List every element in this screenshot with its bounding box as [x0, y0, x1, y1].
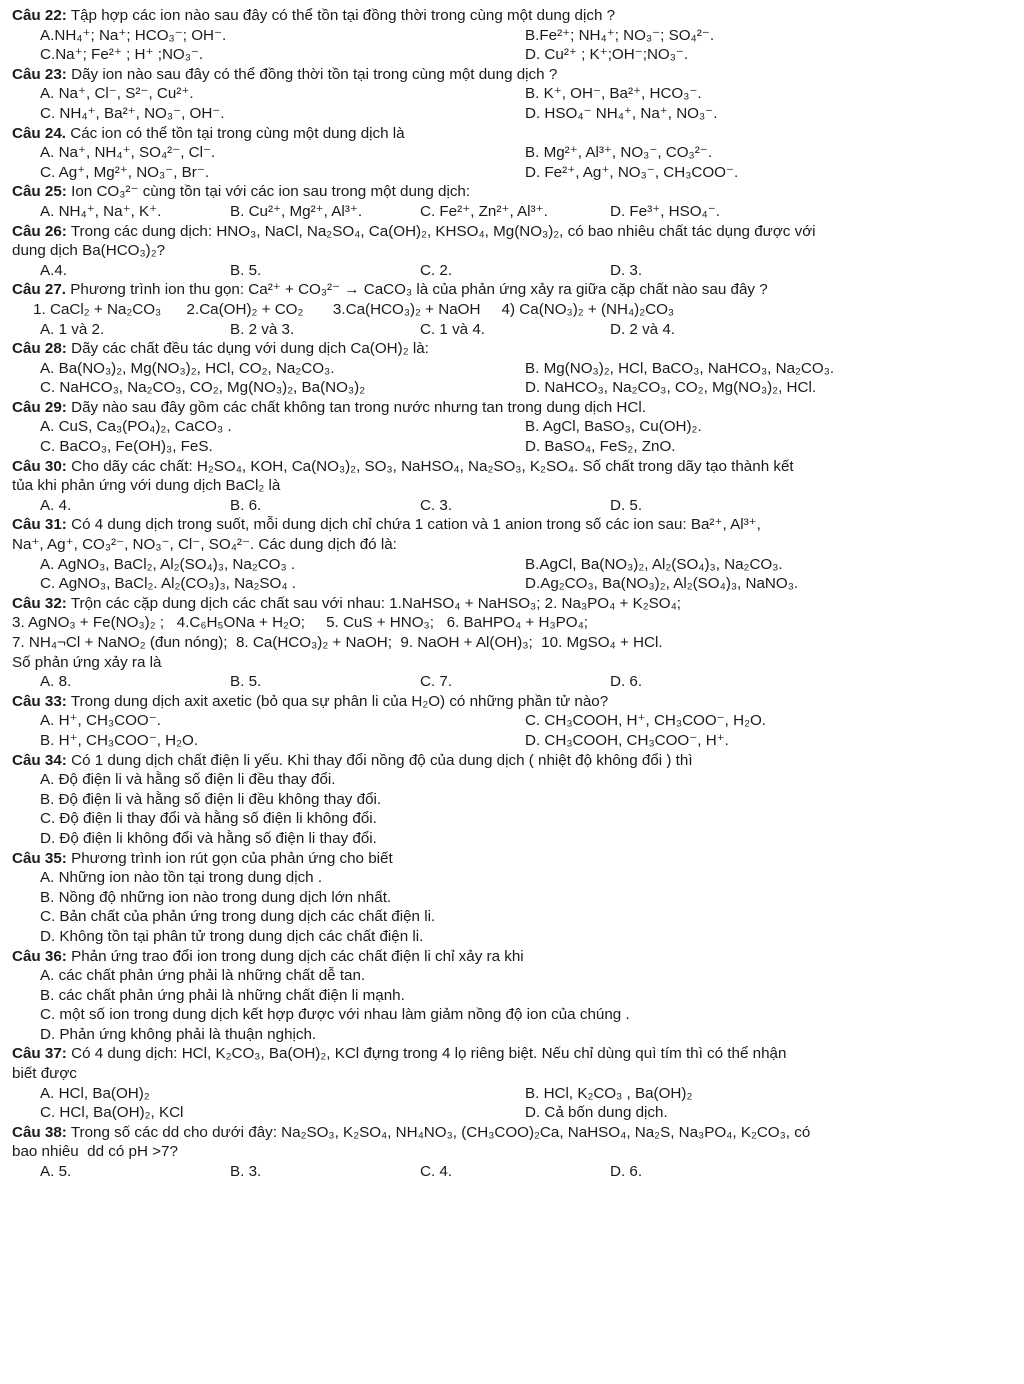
answer-option: B. Độ điện li và hằng số điện li đều không thay đổi.	[40, 790, 382, 808]
answer-option: D. HSO₄⁻ NH₄⁺, Na⁺, NO₃⁻.	[525, 104, 718, 122]
answer-option: A. HCl, Ba(OH)₂	[40, 1084, 150, 1102]
question-number: Câu 22:	[12, 7, 67, 24]
question-line	[12, 6, 1010, 26]
question-text: Trộn các cặp dung dịch các chất sau với nhau: 1.NaHSO₄ + NaHSO₃; 2. Na₃PO₄ + K₂SO₄;	[70, 594, 681, 612]
question-number: Câu 25:	[12, 183, 67, 201]
question-block	[12, 849, 1010, 947]
question-continuation: 7. NH₄¬Cl + NaNO₂ (đun nóng); 8. Ca(HCO₃)₂ + NaOH; 9. NaOH + Al(OH)₃; 10. MgSO₄ + HCl.	[12, 634, 663, 651]
question-line	[12, 222, 1010, 242]
answer-option: D.Ag₂CO₃, Ba(NO₃)₂, Al₂(SO₄)₃, NaNO₃.	[525, 575, 799, 593]
answer-option: A.4.	[40, 261, 68, 279]
answer-option: A. Na⁺, Cl⁻, S²⁻, Cu²⁺.	[40, 85, 194, 103]
answer-option: A. H⁺, CH₃COO⁻.	[40, 712, 161, 730]
question-line	[12, 947, 1010, 967]
question-line	[12, 339, 1010, 359]
answer-option: D. Không tồn tại phân tử trong dung dịch các chất điện li.	[40, 927, 424, 945]
answer-option: D. Cu²⁺ ; K⁺;OH⁻;NO₃⁻.	[525, 46, 689, 64]
question-text: Phương trình ion rút gọn của phản ứng cho biết	[71, 849, 393, 867]
answer-options	[12, 417, 1010, 456]
answer-option: C. 7.	[420, 673, 453, 691]
question-number: Câu 32:	[12, 594, 67, 612]
answer-options	[12, 711, 1010, 750]
question-block	[12, 222, 1010, 281]
answer-option: C. một số ion trong dung dịch kết hợp được với nhau làm giảm nồng độ ion của chúng .	[40, 1006, 630, 1024]
question-number: Câu 36:	[12, 947, 67, 965]
answer-options	[12, 261, 1010, 281]
question-number: Câu 34:	[12, 751, 67, 769]
question-text: Trong số các dd cho dưới đây: Na₂SO₃, K₂SO₄, NH₄NO₃, (CH₃COO)₂Ca, NaHSO₄, Na₂S, Na₃PO₄, K₂CO₃, có	[70, 1123, 811, 1141]
question-number: Câu 35:	[12, 849, 67, 867]
question-block	[12, 457, 1010, 516]
question-line	[12, 280, 1010, 300]
question-number: Câu 29:	[12, 398, 67, 416]
answer-option: C. CH₃COOH, H⁺, CH₃COO⁻, H₂O.	[525, 712, 767, 730]
answer-options	[12, 966, 1010, 1044]
question-text: Các ion có thể tồn tại trong cùng một dung dịch là	[70, 124, 405, 142]
answer-option: B. các chất phản ứng phải là những chất điện li mạnh.	[40, 986, 405, 1004]
answer-option: C. 3.	[420, 496, 453, 514]
answer-option: C. 2.	[420, 261, 453, 279]
question-continuation: tủa khi phản ứng với dung dịch BaCl₂ là	[12, 477, 281, 495]
question-text: Có 4 dung dịch trong suốt, mỗi dung dịch chỉ chứa 1 cation và 1 anion trong số các ion sau: Ba²⁺, Al³⁺,	[71, 516, 761, 534]
answer-option: B. AgCl, BaSO₃, Cu(OH)₂.	[525, 418, 702, 436]
question-text: Tập hợp các ion nào sau đây có thể tồn tại đồng thời trong cùng một dung dịch ?	[70, 7, 616, 24]
answer-option: B. 3.	[230, 1163, 262, 1181]
answer-option: A. AgNO₃, BaCl₂, Al₂(SO₄)₃, Na₂CO₃ .	[40, 555, 296, 573]
answer-option: A. NH₄⁺, Na⁺, K⁺.	[40, 202, 162, 220]
question-text: Dãy các chất đều tác dụng với dung dịch Ca(OH)₂ là:	[71, 340, 429, 358]
question-text: Dãy nào sau đây gồm các chất không tan trong nước nhưng tan trong dung dịch HCl.	[71, 398, 646, 416]
question-line	[12, 457, 1010, 477]
answer-option: D. 6.	[610, 673, 643, 691]
question-text: Phương trình ion thu gọn: Ca²⁺ + CO₃²⁻ → CaCO₃ là của phản ứng xảy ra giữa cặp chất nào sau đây ?	[70, 281, 768, 299]
question-block	[12, 692, 1010, 751]
answer-option: B.Fe²⁺; NH₄⁺; NO₃⁻; SO₄²⁻.	[525, 26, 715, 44]
question-text: Phản ứng trao đổi ion trong dung dịch các chất điện li chỉ xảy ra khi	[71, 947, 524, 965]
question-block	[12, 947, 1010, 1045]
question-text: Ion CO₃²⁻ cùng tồn tại với các ion sau trong một dung dịch:	[71, 183, 471, 201]
answer-option: A. CuS, Ca₃(PO₄)₂, CaCO₃ .	[40, 418, 232, 436]
answer-option: B. K⁺, OH⁻, Ba²⁺, HCO₃⁻.	[525, 85, 702, 103]
answer-option: B. Mg(NO₃)₂, HCl, BaCO₃, NaHCO₃, Na₂CO₃.	[525, 359, 835, 377]
question-line	[12, 515, 1010, 535]
question-line	[12, 1123, 1010, 1143]
answer-option: B. 5.	[230, 261, 262, 279]
answer-options	[12, 672, 1010, 692]
question-number: Câu 31:	[12, 516, 67, 534]
answer-options	[12, 496, 1010, 516]
answer-option: B. H⁺, CH₃COO⁻, H₂O.	[40, 731, 199, 749]
question-block	[12, 182, 1010, 221]
answer-option: D. Fe³⁺, HSO₄⁻.	[610, 202, 720, 220]
answer-option: B. 5.	[230, 673, 262, 691]
question-line	[12, 65, 1010, 85]
answer-options	[12, 202, 1010, 222]
question-text: Cho dãy các chất: H₂SO₄, KOH, Ca(NO₃)₂, SO₃, NaHSO₄, Na₂SO₃, K₂SO₄. Số chất trong dãy tạo thành kết	[71, 457, 794, 475]
question-block	[12, 398, 1010, 457]
answer-options	[12, 143, 1010, 182]
question-number: Câu 37:	[12, 1045, 67, 1063]
answer-option: D. Độ điện li không đổi và hằng số điện li thay đổi.	[40, 829, 377, 847]
question-number: Câu 30:	[12, 457, 67, 475]
answer-option: C. BaCO₃, Fe(OH)₃, FeS.	[40, 438, 213, 456]
answer-option: C. Bản chất của phản ứng trong dung dịch các chất điện li.	[40, 908, 436, 926]
answer-option: C. AgNO₃, BaCl₂. Al₂(CO₃)₃, Na₂SO₄ .	[40, 575, 296, 593]
question-block	[12, 65, 1010, 124]
answer-option: C. HCl, Ba(OH)₂, KCl	[40, 1104, 184, 1122]
question-line	[12, 594, 1010, 614]
answer-option: B. HCl, K₂CO₃ , Ba(OH)₂	[525, 1084, 693, 1102]
answer-option: B. Nồng độ những ion nào trong dung dịch lớn nhất.	[40, 888, 392, 906]
question-block	[12, 751, 1010, 849]
answer-option: A. các chất phản ứng phải là những chất dễ tan.	[40, 967, 366, 985]
answer-option: B. 6.	[230, 496, 262, 514]
answer-option: B. 2 và 3.	[230, 320, 295, 338]
question-line	[12, 692, 1010, 712]
answer-option: A. 8.	[40, 673, 72, 691]
question-number: Câu 38:	[12, 1123, 67, 1141]
question-block	[12, 1044, 1010, 1122]
question-line	[12, 398, 1010, 418]
answer-option: B. Cu²⁺, Mg²⁺, Al³⁺.	[230, 202, 363, 220]
question-line	[12, 1044, 1010, 1064]
answer-options	[12, 770, 1010, 848]
question-block	[12, 515, 1010, 593]
question-block	[12, 594, 1010, 692]
answer-option: C. 1 và 4.	[420, 320, 485, 338]
question-number: Câu 24.	[12, 124, 67, 142]
question-line	[12, 182, 1010, 202]
answer-option: D. 5.	[610, 496, 643, 514]
answer-options	[12, 868, 1010, 946]
question-number: Câu 23:	[12, 65, 67, 83]
question-block	[12, 6, 1010, 65]
question-text: Trong các dung dịch: HNO₃, NaCl, Na₂SO₄, Ca(OH)₂, KHSO₄, Mg(NO₃)₂, có bao nhiêu chất tác dụng được với	[70, 222, 816, 240]
question-line	[12, 751, 1010, 771]
answer-options	[12, 555, 1010, 594]
question-text: Trong dung dịch axit axetic (bỏ qua sự phân li của H₂O) có những phần tử nào?	[70, 692, 609, 710]
question-block	[12, 124, 1010, 183]
question-line	[12, 849, 1010, 869]
question-text: Dãy ion nào sau đây có thể đồng thời tồn tại trong cùng một dung dịch ?	[71, 65, 558, 83]
question-text: Có 1 dung dịch chất điện li yếu. Khi thay đổi nồng độ của dung dịch ( nhiệt độ không đổi ) thì	[71, 751, 693, 769]
answer-option: A. Na⁺, NH₄⁺, SO₄²⁻, Cl⁻.	[40, 144, 216, 162]
answer-options	[12, 26, 1010, 65]
answer-options	[12, 320, 1010, 340]
question-block	[12, 339, 1010, 398]
answer-option: C. Ag⁺, Mg²⁺, NO₃⁻, Br⁻.	[40, 163, 210, 181]
answer-option: D. Fe²⁺, Ag⁺, NO₃⁻, CH₃COO⁻.	[525, 163, 739, 181]
answer-option: C. 4.	[420, 1163, 453, 1181]
answer-options	[12, 84, 1010, 123]
answer-options	[12, 359, 1010, 398]
answer-option: C. NH₄⁺, Ba²⁺, NO₃⁻, OH⁻.	[40, 104, 225, 122]
answer-option: A. 1 và 2.	[40, 320, 105, 338]
question-continuation: 1. CaCl₂ + Na₂CO₃ 2.Ca(OH)₂ + CO₂ 3.Ca(HCO₃)₂ + NaOH 4) Ca(NO₃)₂ + (NH₄)₂CO₃	[12, 300, 675, 318]
question-number: Câu 26:	[12, 222, 67, 240]
question-block	[12, 1123, 1010, 1182]
answer-option: A.NH₄⁺; Na⁺; HCO₃⁻; OH⁻.	[40, 26, 227, 44]
answer-option: D. 6.	[610, 1163, 643, 1181]
question-number: Câu 33:	[12, 692, 67, 710]
question-continuation: 3. AgNO₃ + Fe(NO₃)₂ ; 4.C₆H₅ONa + H₂O; 5. CuS + HNO₃; 6. BaHPO₄ + H₃PO₄;	[12, 614, 589, 632]
answer-options	[12, 1084, 1010, 1123]
question-continuation: bao nhiêu dd có pH >7?	[12, 1143, 178, 1161]
question-continuation: Na⁺, Ag⁺, CO₃²⁻, NO₃⁻, Cl⁻, SO₄²⁻. Các dung dịch đó là:	[12, 536, 397, 554]
question-number: Câu 27.	[12, 281, 67, 299]
answer-option: A. Những ion nào tồn tại trong dung dịch .	[40, 869, 323, 887]
question-line	[12, 124, 1010, 144]
answer-option: D. NaHCO₃, Na₂CO₃, CO₂, Mg(NO₃)₂, HCl.	[525, 379, 817, 397]
answer-option: C.Na⁺; Fe²⁺ ; H⁺ ;NO₃⁻.	[40, 46, 204, 64]
answer-option: A. Độ điện li và hằng số điện li đều thay đổi.	[40, 771, 336, 789]
answer-option: A. 5.	[40, 1163, 72, 1181]
question-continuation: biết được	[12, 1065, 77, 1083]
question-continuation: Số phản ứng xảy ra là	[12, 653, 162, 671]
answer-option: C. NaHCO₃, Na₂CO₃, CO₂, Mg(NO₃)₂, Ba(NO₃)₂	[40, 379, 366, 397]
answer-option: D. Phản ứng không phải là thuận nghịch.	[40, 1025, 317, 1043]
answer-option: D. BaSO₄, FeS₂, ZnO.	[525, 438, 676, 456]
question-number: Câu 28:	[12, 340, 67, 358]
answer-option: C. Fe²⁺, Zn²⁺, Al³⁺.	[420, 202, 548, 220]
answer-option: A. 4.	[40, 496, 72, 514]
answer-option: C. Độ điện li thay đổi và hằng số điện li không đổi.	[40, 810, 377, 828]
answer-options	[12, 1162, 1010, 1182]
answer-option: B. Mg²⁺, Al³⁺, NO₃⁻, CO₃²⁻.	[525, 144, 713, 162]
answer-option: D. CH₃COOH, CH₃COO⁻, H⁺.	[525, 731, 729, 749]
answer-option: D. 3.	[610, 261, 643, 279]
answer-option: A. Ba(NO₃)₂, Mg(NO₃)₂, HCl, CO₂, Na₂CO₃.	[40, 359, 335, 377]
answer-option: D. 2 và 4.	[610, 320, 675, 338]
question-block	[12, 280, 1010, 339]
answer-option: B.AgCl, Ba(NO₃)₂, Al₂(SO₄)₃, Na₂CO₃.	[525, 555, 783, 573]
question-continuation: dung dịch Ba(HCO₃)₂?	[12, 242, 166, 260]
question-text: Có 4 dung dịch: HCl, K₂CO₃, Ba(OH)₂, KCl đựng trong 4 lọ riêng biệt. Nếu chỉ dùng quì tím thì có thể nhận	[71, 1045, 787, 1063]
answer-option: D. Cả bốn dung dịch.	[525, 1104, 668, 1122]
